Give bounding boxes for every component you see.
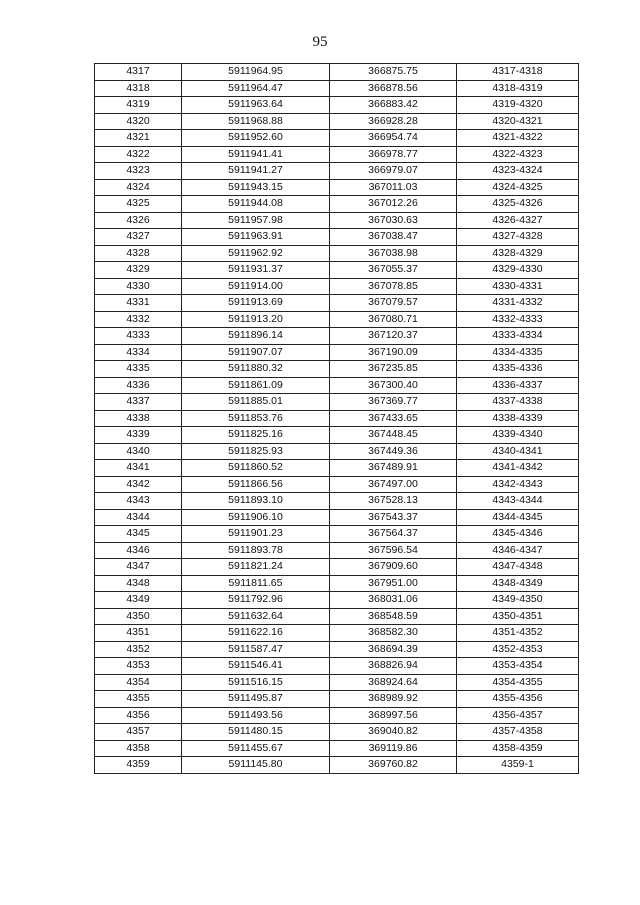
point-number-cell: 4350 [95, 608, 182, 625]
segment-cell: 4341-4342 [457, 460, 579, 477]
point-number-cell: 4320 [95, 113, 182, 130]
table-row [95, 526, 579, 543]
point-number-cell: 4317 [95, 64, 182, 81]
x-coordinate-cell: 5911968.88 [182, 113, 330, 130]
point-number-cell: 4319 [95, 97, 182, 114]
point-number-cell: 4333 [95, 328, 182, 345]
y-coordinate-cell: 367030.63 [330, 212, 457, 229]
segment-cell: 4335-4336 [457, 361, 579, 378]
y-coordinate-cell: 367489.91 [330, 460, 457, 477]
x-coordinate-cell: 5911964.47 [182, 80, 330, 97]
segment-cell: 4351-4352 [457, 625, 579, 642]
x-coordinate-cell: 5911825.93 [182, 443, 330, 460]
x-coordinate-cell: 5911913.69 [182, 295, 330, 312]
point-number-cell: 4354 [95, 674, 182, 691]
x-coordinate-cell: 5911957.98 [182, 212, 330, 229]
y-coordinate-cell: 366978.77 [330, 146, 457, 163]
segment-cell: 4353-4354 [457, 658, 579, 675]
table-row [95, 377, 579, 394]
segment-cell: 4354-4355 [457, 674, 579, 691]
y-coordinate-cell: 368924.64 [330, 674, 457, 691]
segment-cell: 4318-4319 [457, 80, 579, 97]
x-coordinate-cell: 5911622.16 [182, 625, 330, 642]
x-coordinate-cell: 5911952.60 [182, 130, 330, 147]
table-row [95, 113, 579, 130]
table-row [95, 740, 579, 757]
y-coordinate-cell: 367078.85 [330, 278, 457, 295]
table-row [95, 757, 579, 774]
table-row [95, 410, 579, 427]
x-coordinate-cell: 5911964.95 [182, 64, 330, 81]
x-coordinate-cell: 5911455.67 [182, 740, 330, 757]
table-row [95, 575, 579, 592]
segment-cell: 4330-4331 [457, 278, 579, 295]
segment-cell: 4336-4337 [457, 377, 579, 394]
y-coordinate-cell: 368694.39 [330, 641, 457, 658]
x-coordinate-cell: 5911963.64 [182, 97, 330, 114]
y-coordinate-cell: 367449.36 [330, 443, 457, 460]
segment-cell: 4338-4339 [457, 410, 579, 427]
table-row [95, 295, 579, 312]
segment-cell: 4340-4341 [457, 443, 579, 460]
segment-cell: 4339-4340 [457, 427, 579, 444]
y-coordinate-cell: 366979.07 [330, 163, 457, 180]
x-coordinate-cell: 5911792.96 [182, 592, 330, 609]
point-number-cell: 4345 [95, 526, 182, 543]
segment-cell: 4355-4356 [457, 691, 579, 708]
point-number-cell: 4356 [95, 707, 182, 724]
point-number-cell: 4339 [95, 427, 182, 444]
table-row [95, 592, 579, 609]
y-coordinate-cell: 367055.37 [330, 262, 457, 279]
point-number-cell: 4327 [95, 229, 182, 246]
segment-cell: 4357-4358 [457, 724, 579, 741]
y-coordinate-cell: 366883.42 [330, 97, 457, 114]
point-number-cell: 4338 [95, 410, 182, 427]
x-coordinate-cell: 5911860.52 [182, 460, 330, 477]
table-row [95, 707, 579, 724]
y-coordinate-cell: 367596.54 [330, 542, 457, 559]
table-row [95, 641, 579, 658]
x-coordinate-cell: 5911145.80 [182, 757, 330, 774]
table-row [95, 80, 579, 97]
point-number-cell: 4358 [95, 740, 182, 757]
y-coordinate-cell: 368989.92 [330, 691, 457, 708]
y-coordinate-cell: 367012.26 [330, 196, 457, 213]
segment-cell: 4328-4329 [457, 245, 579, 262]
x-coordinate-cell: 5911941.41 [182, 146, 330, 163]
y-coordinate-cell: 367120.37 [330, 328, 457, 345]
point-number-cell: 4352 [95, 641, 182, 658]
y-coordinate-cell: 368997.56 [330, 707, 457, 724]
point-number-cell: 4330 [95, 278, 182, 295]
y-coordinate-cell: 367564.37 [330, 526, 457, 543]
segment-cell: 4359-1 [457, 757, 579, 774]
x-coordinate-cell: 5911906.10 [182, 509, 330, 526]
y-coordinate-cell: 367528.13 [330, 493, 457, 510]
y-coordinate-cell: 367079.57 [330, 295, 457, 312]
point-number-cell: 4321 [95, 130, 182, 147]
segment-cell: 4331-4332 [457, 295, 579, 312]
table-row [95, 460, 579, 477]
table-row [95, 427, 579, 444]
point-number-cell: 4353 [95, 658, 182, 675]
point-number-cell: 4355 [95, 691, 182, 708]
y-coordinate-cell: 367433.65 [330, 410, 457, 427]
x-coordinate-cell: 5911480.15 [182, 724, 330, 741]
table-row [95, 625, 579, 642]
segment-cell: 4347-4348 [457, 559, 579, 576]
table-row [95, 559, 579, 576]
y-coordinate-cell: 369040.82 [330, 724, 457, 741]
x-coordinate-cell: 5911587.47 [182, 641, 330, 658]
point-number-cell: 4332 [95, 311, 182, 328]
table-row [95, 361, 579, 378]
point-number-cell: 4349 [95, 592, 182, 609]
y-coordinate-cell: 366878.56 [330, 80, 457, 97]
table-row [95, 212, 579, 229]
y-coordinate-cell: 367038.47 [330, 229, 457, 246]
segment-cell: 4321-4322 [457, 130, 579, 147]
table-row [95, 691, 579, 708]
segment-cell: 4324-4325 [457, 179, 579, 196]
point-number-cell: 4347 [95, 559, 182, 576]
segment-cell: 4326-4327 [457, 212, 579, 229]
segment-cell: 4348-4349 [457, 575, 579, 592]
x-coordinate-cell: 5911632.64 [182, 608, 330, 625]
segment-cell: 4332-4333 [457, 311, 579, 328]
y-coordinate-cell: 367235.85 [330, 361, 457, 378]
segment-cell: 4320-4321 [457, 113, 579, 130]
segment-cell: 4322-4323 [457, 146, 579, 163]
y-coordinate-cell: 367300.40 [330, 377, 457, 394]
table-row [95, 130, 579, 147]
coordinates-table [94, 63, 579, 774]
point-number-cell: 4343 [95, 493, 182, 510]
point-number-cell: 4336 [95, 377, 182, 394]
segment-cell: 4349-4350 [457, 592, 579, 609]
point-number-cell: 4340 [95, 443, 182, 460]
y-coordinate-cell: 367448.45 [330, 427, 457, 444]
x-coordinate-cell: 5911495.87 [182, 691, 330, 708]
x-coordinate-cell: 5911963.91 [182, 229, 330, 246]
segment-cell: 4327-4328 [457, 229, 579, 246]
segment-cell: 4358-4359 [457, 740, 579, 757]
segment-cell: 4344-4345 [457, 509, 579, 526]
point-number-cell: 4351 [95, 625, 182, 642]
table-row [95, 196, 579, 213]
y-coordinate-cell: 368826.94 [330, 658, 457, 675]
point-number-cell: 4348 [95, 575, 182, 592]
y-coordinate-cell: 367369.77 [330, 394, 457, 411]
y-coordinate-cell: 366875.75 [330, 64, 457, 81]
table-row [95, 311, 579, 328]
x-coordinate-cell: 5911914.00 [182, 278, 330, 295]
x-coordinate-cell: 5911880.32 [182, 361, 330, 378]
point-number-cell: 4335 [95, 361, 182, 378]
table-row [95, 724, 579, 741]
segment-cell: 4325-4326 [457, 196, 579, 213]
point-number-cell: 4328 [95, 245, 182, 262]
segment-cell: 4352-4353 [457, 641, 579, 658]
y-coordinate-cell: 368548.59 [330, 608, 457, 625]
y-coordinate-cell: 367080.71 [330, 311, 457, 328]
point-number-cell: 4323 [95, 163, 182, 180]
point-number-cell: 4346 [95, 542, 182, 559]
point-number-cell: 4342 [95, 476, 182, 493]
x-coordinate-cell: 5911893.78 [182, 542, 330, 559]
point-number-cell: 4359 [95, 757, 182, 774]
table-row [95, 658, 579, 675]
table-row [95, 608, 579, 625]
y-coordinate-cell: 369760.82 [330, 757, 457, 774]
table-row [95, 262, 579, 279]
y-coordinate-cell: 367497.00 [330, 476, 457, 493]
table-row [95, 163, 579, 180]
y-coordinate-cell: 368582.30 [330, 625, 457, 642]
table-row [95, 394, 579, 411]
x-coordinate-cell: 5911941.27 [182, 163, 330, 180]
x-coordinate-cell: 5911546.41 [182, 658, 330, 675]
table-row [95, 344, 579, 361]
x-coordinate-cell: 5911907.07 [182, 344, 330, 361]
point-number-cell: 4334 [95, 344, 182, 361]
x-coordinate-cell: 5911811.65 [182, 575, 330, 592]
y-coordinate-cell: 366928.28 [330, 113, 457, 130]
segment-cell: 4356-4357 [457, 707, 579, 724]
y-coordinate-cell: 366954.74 [330, 130, 457, 147]
y-coordinate-cell: 368031.06 [330, 592, 457, 609]
segment-cell: 4342-4343 [457, 476, 579, 493]
x-coordinate-cell: 5911885.01 [182, 394, 330, 411]
y-coordinate-cell: 367909.60 [330, 559, 457, 576]
x-coordinate-cell: 5911901.23 [182, 526, 330, 543]
x-coordinate-cell: 5911861.09 [182, 377, 330, 394]
page-number: 95 [312, 34, 328, 50]
x-coordinate-cell: 5911866.56 [182, 476, 330, 493]
table-row [95, 146, 579, 163]
coordinates-table-body [95, 64, 579, 774]
table-row [95, 493, 579, 510]
x-coordinate-cell: 5911944.08 [182, 196, 330, 213]
point-number-cell: 4329 [95, 262, 182, 279]
x-coordinate-cell: 5911821.24 [182, 559, 330, 576]
point-number-cell: 4344 [95, 509, 182, 526]
table-row [95, 64, 579, 81]
point-number-cell: 4337 [95, 394, 182, 411]
x-coordinate-cell: 5911896.14 [182, 328, 330, 345]
segment-cell: 4350-4351 [457, 608, 579, 625]
x-coordinate-cell: 5911893.10 [182, 493, 330, 510]
x-coordinate-cell: 5911943.15 [182, 179, 330, 196]
table-row [95, 179, 579, 196]
table-row [95, 476, 579, 493]
table-row [95, 229, 579, 246]
segment-cell: 4317-4318 [457, 64, 579, 81]
segment-cell: 4345-4346 [457, 526, 579, 543]
x-coordinate-cell: 5911931.37 [182, 262, 330, 279]
segment-cell: 4346-4347 [457, 542, 579, 559]
point-number-cell: 4357 [95, 724, 182, 741]
x-coordinate-cell: 5911962.92 [182, 245, 330, 262]
segment-cell: 4323-4324 [457, 163, 579, 180]
x-coordinate-cell: 5911493.56 [182, 707, 330, 724]
table-row [95, 278, 579, 295]
segment-cell: 4329-4330 [457, 262, 579, 279]
segment-cell: 4319-4320 [457, 97, 579, 114]
x-coordinate-cell: 5911913.20 [182, 311, 330, 328]
segment-cell: 4337-4338 [457, 394, 579, 411]
point-number-cell: 4318 [95, 80, 182, 97]
point-number-cell: 4324 [95, 179, 182, 196]
y-coordinate-cell: 367951.00 [330, 575, 457, 592]
y-coordinate-cell: 367038.98 [330, 245, 457, 262]
x-coordinate-cell: 5911825.16 [182, 427, 330, 444]
table-row [95, 245, 579, 262]
y-coordinate-cell: 367190.09 [330, 344, 457, 361]
table-row [95, 509, 579, 526]
point-number-cell: 4341 [95, 460, 182, 477]
table-row [95, 542, 579, 559]
table-row [95, 328, 579, 345]
table-row [95, 443, 579, 460]
point-number-cell: 4331 [95, 295, 182, 312]
point-number-cell: 4326 [95, 212, 182, 229]
segment-cell: 4343-4344 [457, 493, 579, 510]
table-row [95, 674, 579, 691]
y-coordinate-cell: 367011.03 [330, 179, 457, 196]
segment-cell: 4333-4334 [457, 328, 579, 345]
point-number-cell: 4325 [95, 196, 182, 213]
y-coordinate-cell: 369119.86 [330, 740, 457, 757]
point-number-cell: 4322 [95, 146, 182, 163]
x-coordinate-cell: 5911853.76 [182, 410, 330, 427]
segment-cell: 4334-4335 [457, 344, 579, 361]
x-coordinate-cell: 5911516.15 [182, 674, 330, 691]
y-coordinate-cell: 367543.37 [330, 509, 457, 526]
table-row [95, 97, 579, 114]
